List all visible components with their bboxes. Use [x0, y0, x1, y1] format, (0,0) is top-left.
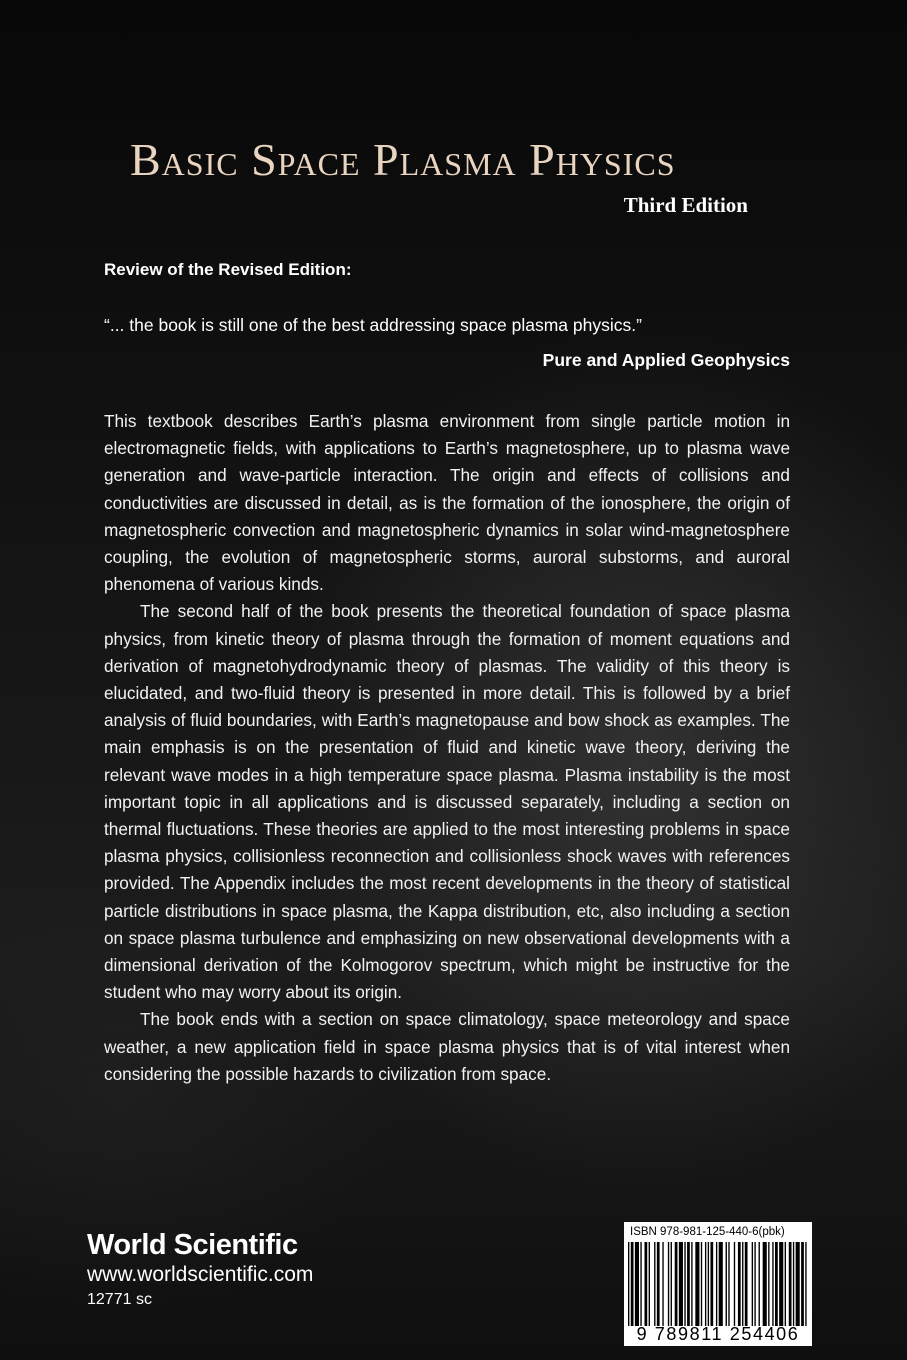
barcode-bar	[759, 1242, 760, 1326]
barcode-digits: 9 789811 254406	[636, 1324, 800, 1344]
barcode-bar	[728, 1242, 729, 1326]
book-title: Basic Space Plasma Physics	[130, 134, 676, 185]
barcode-bar	[716, 1242, 717, 1326]
barcode-bar	[662, 1242, 663, 1326]
barcode-bar	[640, 1242, 641, 1326]
barcode-bar	[668, 1242, 669, 1326]
barcode-bar	[734, 1242, 735, 1326]
barcode-bar	[657, 1242, 660, 1326]
book-description	[104, 408, 790, 1088]
barcode-bar	[785, 1242, 786, 1326]
barcode-bar	[679, 1242, 683, 1326]
publisher-name: World Scientific	[87, 1229, 298, 1261]
barcode-bar	[701, 1242, 702, 1326]
publisher-code: 12771 sc	[87, 1291, 152, 1308]
barcode-bar	[628, 1242, 629, 1326]
barcode-bar	[687, 1242, 690, 1326]
barcode-bar	[754, 1242, 755, 1326]
isbn-text: ISBN 978-981-125-440-6(pbk)	[630, 1226, 785, 1238]
barcode-bar	[763, 1242, 767, 1326]
barcode-bar	[719, 1242, 723, 1326]
barcode-bar	[644, 1242, 647, 1326]
barcode-bar	[768, 1242, 769, 1326]
edition-label: Third Edition	[623, 193, 748, 217]
barcode-bar	[726, 1242, 727, 1326]
barcode-bar	[675, 1242, 678, 1326]
barcode-bar	[635, 1242, 639, 1326]
barcode-bar	[742, 1242, 743, 1326]
barcode-bar	[779, 1242, 783, 1326]
barcode-bar	[691, 1242, 692, 1326]
review-source: Pure and Applied Geophysics	[542, 350, 790, 370]
barcode-bar	[631, 1242, 634, 1326]
description-paragraph: This textbook describes Earth’s plasma environment from single particle motion in electromagnetic fields, with applications to Earth’s magnetosphere, up to plasma wave generation and wave-particle interaction. The origin and effects of collisions and conductivities are discussed in detail, as is the formation of the ionosphere, the origin of magnetospheric convection and magnetospheric dynamics in solar wind-magnetosphere coupling, the evolution of magnetospheric storms, auroral substorms, and auroral phenomena of various kinds.	[104, 411, 790, 595]
publisher-url: www.worldscientific.com	[87, 1263, 314, 1286]
isbn-barcode-box	[624, 1222, 812, 1346]
barcode-bar	[796, 1242, 800, 1326]
description-paragraph: The book ends with a section on space climatology, space meteorology and space weather, a new application field in space plasma physics that is of vital interest when considering the possible hazards to civilization from space.	[104, 1009, 790, 1084]
barcode-bar	[801, 1242, 804, 1326]
description-paragraph: The second half of the book presents the theoretical foundation of space plasma physics, from kinetic theory of plasma through the formation of moment equations and derivation of magnetohydrodynamic theory of plasmas. The validity of this theory is elucidated, and two-fluid theory is presented in more detail. This is followed by a brief analysis of fluid boundaries, with Earth’s magnetopause and bow shock as examples. The main emphasis is on the presentation of fluid and kinetic wave theory, deriving the relevant wave modes in a high temperature space plasma. Plasma instability is the most important topic in all applications and is discussed separately, including a section on thermal fluctuations. These theories are applied to the most interesting problems in space plasma physics, collisionless reconnection and collisionless shock waves with references provided. The Appendix includes the most recent developments in the theory of statistical particle distributions in space plasma, the Kappa distribution, etc, also including a section on space plasma turbulence and emphasizing on new observational developments with a dimensional derivation of the Kolmogorov spectrum, which might be instructive for the student who may worry about its origin.	[104, 601, 790, 1003]
publisher-block	[87, 1228, 313, 1312]
barcode-bar	[695, 1242, 699, 1326]
barcode-bar	[775, 1242, 778, 1326]
barcode-bar	[705, 1242, 706, 1326]
barcode-bar	[793, 1242, 794, 1326]
barcode-bar	[738, 1242, 741, 1326]
review-quote: “... the book is still one of the best addressing space plasma physics.”	[104, 315, 642, 335]
barcode-bar	[805, 1242, 806, 1326]
barcode-bar	[772, 1242, 773, 1326]
barcode-bar	[745, 1242, 748, 1326]
barcode-bar	[684, 1242, 685, 1326]
barcode-bar	[654, 1242, 655, 1326]
barcode-bar	[671, 1242, 672, 1326]
barcode-bar	[708, 1242, 709, 1326]
barcode-icon	[628, 1242, 808, 1326]
review-heading: Review of the Revised Edition:	[104, 260, 352, 279]
barcode-bar	[752, 1242, 753, 1326]
barcode-bar	[789, 1242, 792, 1326]
barcode-bar	[710, 1242, 713, 1326]
barcode-bar	[649, 1242, 650, 1326]
